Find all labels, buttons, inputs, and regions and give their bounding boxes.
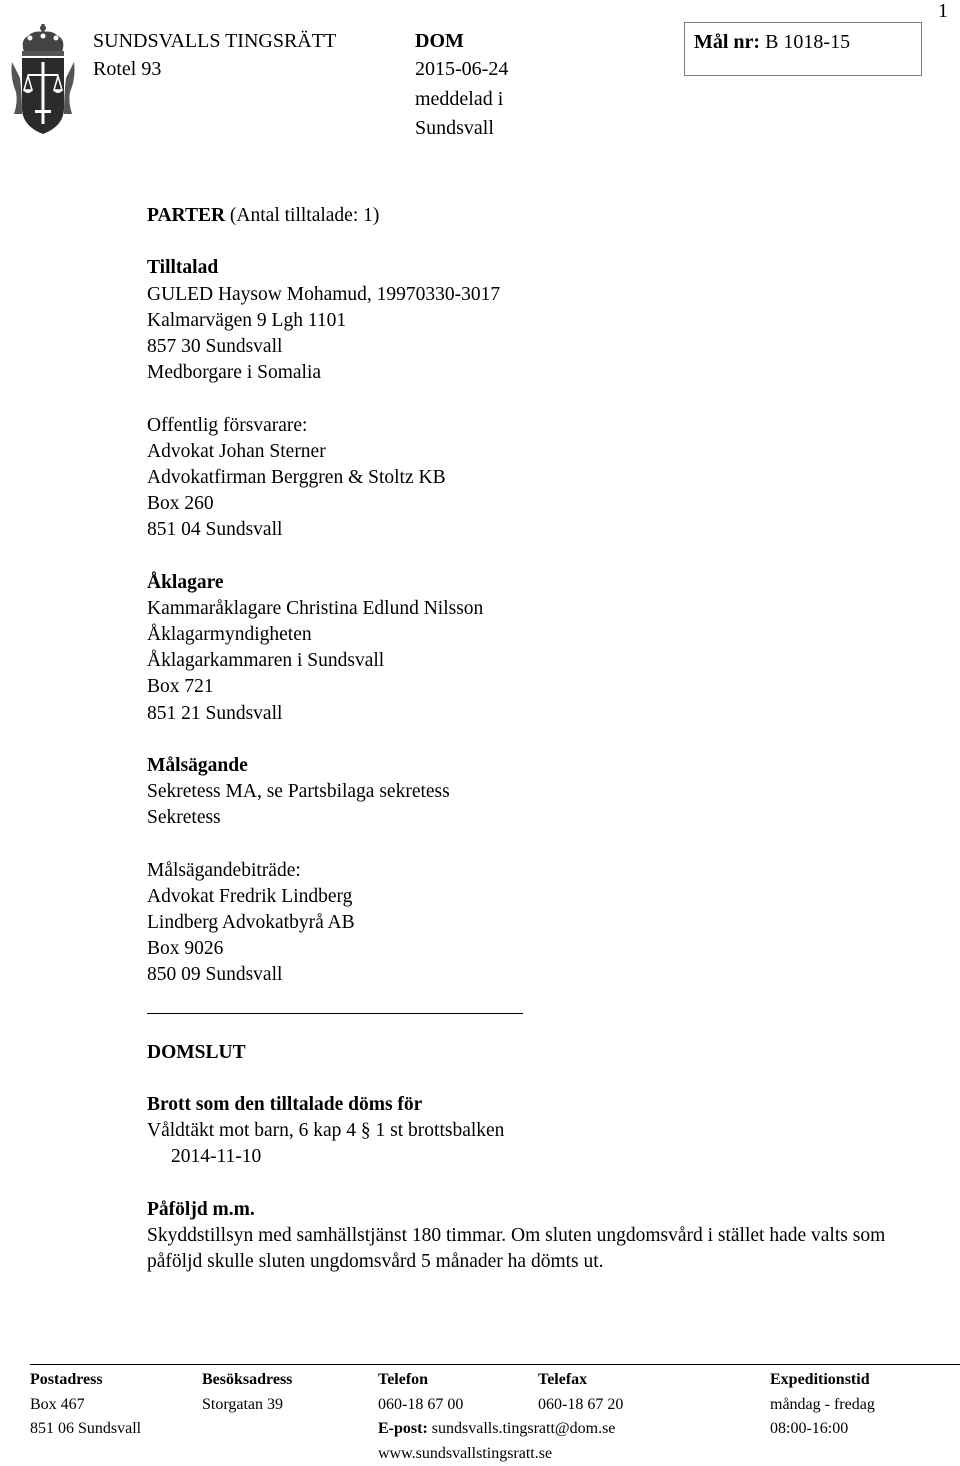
footer-divider — [30, 1364, 960, 1365]
issued-in-label: meddelad i — [415, 88, 503, 111]
judgment-date: 2015-06-24 — [415, 58, 508, 81]
footer-fax-label: Telefax — [538, 1368, 623, 1393]
footer-visiting-label: Besöksadress — [202, 1368, 292, 1393]
prosecutor-line: 851 21 Sundsvall — [147, 701, 937, 727]
defendant-line: Kalmarvägen 9 Lgh 1101 — [147, 308, 937, 334]
footer-fax-number: 060-18 67 20 — [538, 1393, 623, 1418]
footer-website[interactable]: www.sundsvallstingsratt.se — [378, 1442, 615, 1466]
footer-email-label: E-post: — [378, 1420, 428, 1437]
defense-counsel-line: 851 04 Sundsvall — [147, 517, 937, 543]
footer-office-hours — [770, 1368, 875, 1442]
footer-email-line — [378, 1417, 615, 1442]
case-number-text — [694, 31, 850, 54]
injured-party-counsel-label: Målsägandebiträde: — [147, 858, 937, 884]
footer-visiting-line: Storgatan 39 — [202, 1393, 292, 1418]
footer-phone-label: Telefon — [378, 1368, 615, 1393]
footer-postal-line: Box 467 — [30, 1393, 141, 1418]
prosecutor-label: Åklagare — [147, 570, 937, 596]
defense-counsel-line: Box 260 — [147, 491, 937, 517]
case-number-box — [684, 22, 922, 76]
footer-fax — [538, 1368, 623, 1417]
rotel-number: Rotel 93 — [93, 58, 161, 81]
injured-party-counsel-line: 850 09 Sundsvall — [147, 962, 937, 988]
court-name: SUNDSVALLS TINGSRÄTT — [93, 30, 336, 53]
footer-hours-label: Expeditionstid — [770, 1368, 875, 1393]
injured-party-counsel-line: Advokat Fredrik Lindberg — [147, 884, 937, 910]
defendant-line: Medborgare i Somalia — [147, 360, 937, 386]
footer-postal-line: 851 06 Sundsvall — [30, 1417, 141, 1442]
page-number: 1 — [938, 0, 948, 23]
defense-counsel-line: Advokat Johan Sterner — [147, 439, 937, 465]
defense-counsel-label: Offentlig försvarare: — [147, 413, 937, 439]
prosecutor-line: Åklagarkammaren i Sundsvall — [147, 648, 937, 674]
defendant-line: GULED Haysow Mohamud, 19970330-3017 — [147, 282, 937, 308]
swedish-court-crest-icon — [10, 22, 76, 138]
footer-postal-label: Postadress — [30, 1368, 141, 1393]
parties-heading — [147, 203, 937, 229]
sanction-text: Skyddstillsyn med samhällstjänst 180 timmar. Om sluten ungdomsvård i stället hade valts som påföljd skulle sluten ungdomsvård 5 månader ha dömts ut. — [147, 1223, 937, 1275]
defendant-line: 857 30 Sundsvall — [147, 334, 937, 360]
judgment-body — [147, 203, 937, 1275]
document-type: DOM — [415, 30, 464, 53]
footer-postal-address — [30, 1368, 141, 1442]
crime-line: Våldtäkt mot barn, 6 kap 4 § 1 st brottsbalken — [147, 1118, 937, 1144]
sanction-heading: Påföljd m.m. — [147, 1197, 937, 1223]
case-number-label: Mål nr: — [694, 31, 760, 53]
footer-hours-times: 08:00-16:00 — [770, 1417, 875, 1442]
injured-party-counsel-line: Lindberg Advokatbyrå AB — [147, 910, 937, 936]
defense-counsel-line: Advokatfirman Berggren & Stoltz KB — [147, 465, 937, 491]
issued-place: Sundsvall — [415, 117, 494, 140]
prosecutor-line: Kammaråklagare Christina Edlund Nilsson — [147, 596, 937, 622]
injured-party-line: Sekretess MA, se Partsbilaga sekretess — [147, 779, 937, 805]
prosecutor-line: Åklagarmyndigheten — [147, 622, 937, 648]
crime-heading: Brott som den tilltalade döms för — [147, 1092, 937, 1118]
judgment-heading: DOMSLUT — [147, 1040, 937, 1066]
footer-email[interactable]: sundsvalls.tingsratt@dom.se — [432, 1420, 616, 1437]
parties-heading-count: (Antal tilltalade: 1) — [225, 205, 379, 226]
case-number: B 1018-15 — [765, 31, 850, 53]
injured-party-label: Målsägande — [147, 753, 937, 779]
crime-date: 2014-11-10 — [147, 1144, 937, 1170]
injured-party-line: Sekretess — [147, 805, 937, 831]
section-divider — [147, 1013, 523, 1014]
defendant-label: Tilltalad — [147, 255, 937, 281]
footer-visiting-address — [202, 1368, 292, 1417]
parties-heading-bold: PARTER — [147, 205, 225, 226]
injured-party-counsel-line: Box 9026 — [147, 936, 937, 962]
footer-hours-days: måndag - fredag — [770, 1393, 875, 1418]
prosecutor-line: Box 721 — [147, 674, 937, 700]
footer-phone-number: 060-18 67 00 — [378, 1393, 615, 1418]
